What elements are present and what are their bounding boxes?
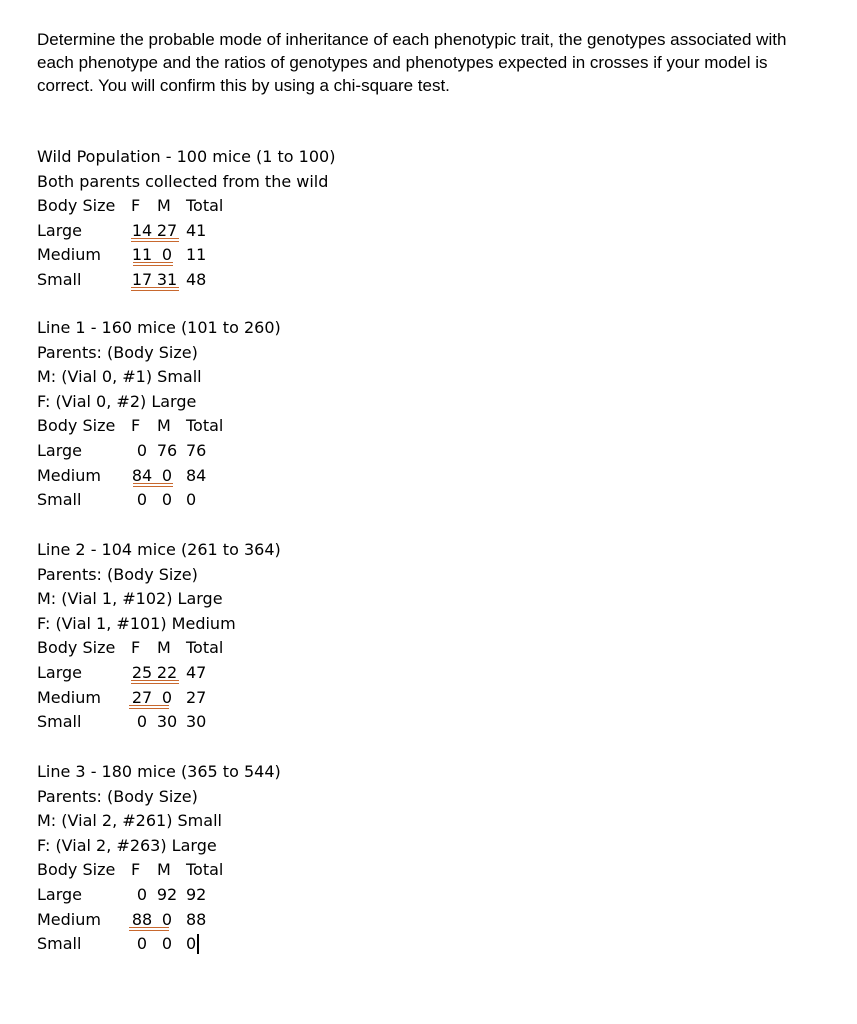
total-count: 11: [186, 245, 207, 265]
header-f: F: [131, 860, 141, 880]
row-label: Large: [37, 662, 83, 682]
total-count: 30: [186, 712, 207, 732]
female-count: 0: [136, 712, 148, 732]
spellcheck-underline: [133, 262, 173, 266]
section-title: Line 1 - 160 mice (101 to 260): [37, 318, 281, 337]
row-label: Small: [37, 934, 82, 954]
section-title: Line 2 - 104 mice (261 to 364): [37, 540, 281, 559]
male-count: 27: [156, 220, 178, 240]
male-count: 92: [156, 884, 178, 904]
male-count: 30: [156, 712, 178, 732]
header-m: M: [157, 416, 171, 436]
section-title: Wild Population - 100 mice (1 to 100): [37, 147, 336, 166]
total-count: 48: [186, 269, 207, 289]
header-body-size: Body Size: [37, 638, 116, 658]
female-count: 14: [131, 220, 153, 240]
header-f: F: [131, 196, 141, 216]
header-f: F: [131, 416, 141, 436]
table-header: [37, 414, 281, 439]
female-count: 0: [136, 934, 148, 954]
row-label: Medium: [37, 909, 101, 929]
row-label: Medium: [37, 465, 101, 485]
row-label: Large: [37, 220, 83, 240]
male-parent: M: (Vial 0, #1) Small: [37, 367, 202, 387]
header-total: Total: [186, 860, 224, 880]
spellcheck-underline: [131, 680, 179, 684]
text-cursor[interactable]: [197, 934, 199, 954]
header-total: Total: [186, 416, 224, 436]
table-row: [37, 243, 335, 268]
female-count: 0: [136, 884, 148, 904]
male-count: 0: [161, 687, 173, 707]
row-label: Small: [37, 490, 82, 510]
header-body-size: Body Size: [37, 416, 116, 436]
table-row: [37, 219, 335, 244]
line3-section: [37, 760, 281, 957]
header-total: Total: [186, 638, 224, 658]
header-f: F: [131, 638, 141, 658]
female-count: 17: [131, 269, 153, 289]
table-row: [37, 464, 281, 489]
table-row: [37, 661, 281, 686]
male-count: 0: [161, 245, 173, 265]
spellcheck-underline: [133, 483, 173, 487]
total-count: 27: [186, 687, 207, 707]
total-count: 76: [186, 440, 207, 460]
total-count: 47: [186, 662, 207, 682]
male-count: 0: [161, 490, 173, 510]
spellcheck-underline: [131, 287, 179, 291]
header-body-size: Body Size: [37, 860, 116, 880]
male-count: 0: [161, 465, 173, 485]
spellcheck-underline: [129, 927, 169, 931]
table-row: [37, 686, 281, 711]
row-label: Large: [37, 884, 83, 904]
header-m: M: [157, 860, 171, 880]
section-title: Line 3 - 180 mice (365 to 544): [37, 762, 281, 781]
male-count: 76: [156, 440, 178, 460]
female-count: 25: [131, 662, 153, 682]
table-header: [37, 858, 281, 883]
total-count: 84: [186, 465, 207, 485]
parents-label: Parents: (Body Size): [37, 786, 198, 806]
total-count: 0: [186, 934, 197, 954]
total-count: 92: [186, 884, 207, 904]
table-row: [37, 883, 281, 908]
instructions-paragraph: Determine the probable mode of inheritance of each phenotypic trait, the genotypes associated with each phenotype and the ratios of genotypes and phenotypes expected in crosses if your model is correct. You will confirm this by using a chi-square test.: [37, 30, 787, 95]
table-header: [37, 636, 281, 661]
male-count: 31: [156, 269, 178, 289]
female-parent: F: (Vial 1, #101) Medium: [37, 613, 236, 633]
row-label: Small: [37, 269, 82, 289]
section-subtitle: Both parents collected from the wild: [37, 171, 329, 191]
male-count: 0: [161, 909, 173, 929]
line1-section: [37, 316, 281, 513]
table-header: [37, 194, 335, 219]
table-row: [37, 932, 281, 957]
header-total: Total: [186, 196, 224, 216]
female-parent: F: (Vial 0, #2) Large: [37, 391, 197, 411]
header-m: M: [157, 196, 171, 216]
male-parent: M: (Vial 1, #102) Large: [37, 589, 223, 609]
female-count: 88: [131, 909, 153, 929]
parents-label: Parents: (Body Size): [37, 342, 198, 362]
row-label: Large: [37, 440, 83, 460]
female-count: 27: [131, 687, 153, 707]
row-label: Medium: [37, 687, 101, 707]
total-count: 88: [186, 909, 207, 929]
male-count: 22: [156, 662, 178, 682]
table-row: [37, 710, 281, 735]
female-count: 84: [131, 465, 153, 485]
table-row: [37, 488, 281, 513]
header-body-size: Body Size: [37, 196, 116, 216]
table-row: [37, 908, 281, 933]
spellcheck-underline: [129, 705, 169, 709]
female-count: 0: [136, 490, 148, 510]
header-m: M: [157, 638, 171, 658]
female-count: 0: [136, 440, 148, 460]
wild-population-section: [37, 145, 335, 293]
male-count: 0: [161, 934, 173, 954]
female-parent: F: (Vial 2, #263) Large: [37, 835, 217, 855]
parents-label: Parents: (Body Size): [37, 564, 198, 584]
table-row: [37, 268, 335, 293]
male-parent: M: (Vial 2, #261) Small: [37, 811, 222, 831]
total-count: 41: [186, 220, 207, 240]
row-label: Small: [37, 712, 82, 732]
table-row: [37, 439, 281, 464]
row-label: Medium: [37, 245, 101, 265]
total-count: 0: [186, 490, 197, 510]
female-count: 11: [131, 245, 153, 265]
line2-section: [37, 538, 281, 735]
spellcheck-underline: [131, 238, 179, 242]
